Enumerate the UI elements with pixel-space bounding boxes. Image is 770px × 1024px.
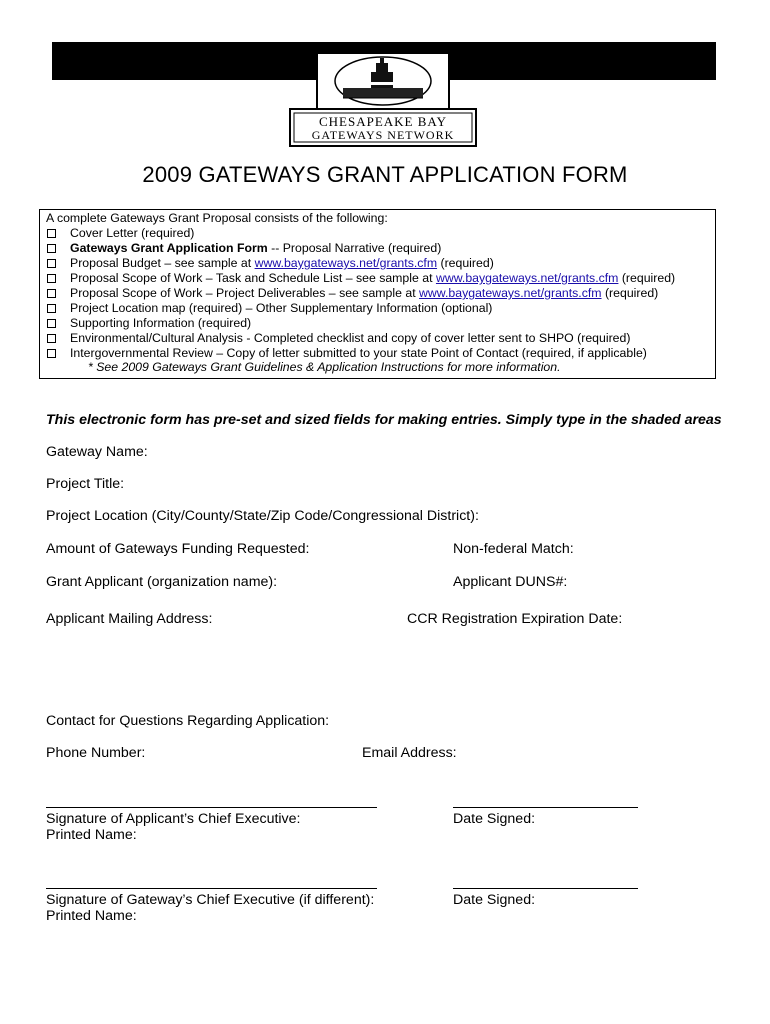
project-location-field[interactable]: Project Location (City/County/State/Zip Code/Congressional District): [46,508,479,524]
grants-link[interactable]: www.baygateways.net/grants.cfm [435,271,619,285]
checkbox-icon[interactable] [47,304,56,313]
gateway-date-label: Date Signed: [453,892,536,908]
gateway-signature-label: Signature of Gateway’s Chief Executive (if different): [46,892,375,908]
project-title-field[interactable]: Project Title: [46,476,125,492]
checkbox-icon[interactable] [47,259,56,268]
checklist-item[interactable]: Proposal Scope of Work – Task and Schedule List – see sample at www.baygateways.net/grants.cfm (required) [46,271,675,285]
grants-link[interactable]: www.baygateways.net/grants.cfm [254,256,438,270]
applicant-date-line[interactable] [453,807,638,808]
checklist-item[interactable]: Gateways Grant Application Form -- Proposal Narrative (required) [46,241,441,255]
ccr-expiration-field[interactable]: CCR Registration Expiration Date: [407,611,623,627]
form-instruction: This electronic form has pre-set and sized fields for making entries. Simply type in the shaded areas [46,412,722,428]
checkbox-icon[interactable] [47,349,56,358]
gateway-signature-line[interactable] [46,888,377,889]
grants-link[interactable]: www.baygateways.net/grants.cfm [419,286,602,300]
checklist-note: * See 2009 Gateways Grant Guidelines & Application Instructions for more information. [88,360,561,374]
phone-field[interactable]: Phone Number: [46,745,146,761]
gateway-printed-name-label: Printed Name: [46,908,137,924]
checkbox-icon[interactable] [47,274,56,283]
applicant-signature-line[interactable] [46,807,377,808]
gateway-date-line[interactable] [453,888,638,889]
non-federal-match-field[interactable]: Non-federal Match: [453,541,574,557]
checklist-item[interactable]: Environmental/Cultural Analysis - Completed checklist and copy of cover letter sent to SHPO (required) [46,331,630,345]
checklist-item[interactable]: Supporting Information (required) [46,316,251,330]
contact-field[interactable]: Contact for Questions Regarding Application: [46,713,330,729]
checkbox-icon[interactable] [47,334,56,343]
applicant-duns-field[interactable]: Applicant DUNS#: [453,574,568,590]
checklist-item[interactable]: Intergovernmental Review – Copy of letter submitted to your state Point of Contact (required, if applicable) [46,346,647,360]
checklist-item[interactable]: Proposal Scope of Work – Project Deliverables – see sample at www.baygateways.net/grants.cfm (required) [46,286,658,300]
mailing-address-field[interactable]: Applicant Mailing Address: [46,611,213,627]
applicant-date-label: Date Signed: [453,811,536,827]
checkbox-icon[interactable] [47,244,56,253]
checklist-item[interactable]: Project Location map (required) – Other Supplementary Information (optional) [46,301,492,315]
chesapeake-bay-gateways-logo [288,52,478,148]
logo-line-1: CHESAPEAKE BAY [318,114,448,129]
checkbox-icon[interactable] [47,319,56,328]
applicant-printed-name-label: Printed Name: [46,827,137,843]
checklist-intro: A complete Gateways Grant Proposal consists of the following: [46,211,388,225]
checklist-item[interactable]: Cover Letter (required) [46,226,194,240]
checklist-item[interactable]: Proposal Budget – see sample at www.baygateways.net/grants.cfm (required) [46,256,494,270]
grant-applicant-field[interactable]: Grant Applicant (organization name): [46,574,278,590]
page-title: 2009 GATEWAYS GRANT APPLICATION FORM [142,162,628,187]
checkbox-icon[interactable] [47,289,56,298]
amount-requested-field[interactable]: Amount of Gateways Funding Requested: [46,541,310,557]
checkbox-icon[interactable] [47,229,56,238]
email-field[interactable]: Email Address: [362,745,457,761]
applicant-signature-label: Signature of Applicant’s Chief Executive: [46,811,301,827]
gateway-name-field[interactable]: Gateway Name: [46,444,148,460]
logo-line-2: GATEWAYS NETWORK [311,128,455,142]
